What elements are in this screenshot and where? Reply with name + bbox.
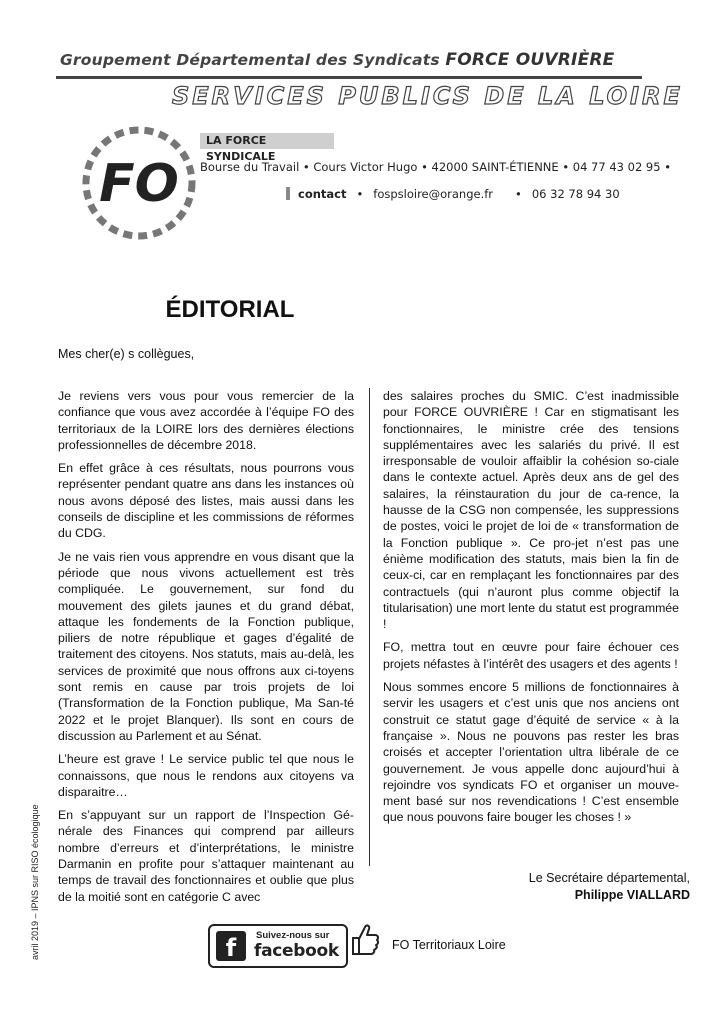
facebook-icon: f [216, 931, 246, 961]
paragraph: Je ne vais rien vous apprendre en vous disant que la période que nous vivons actuellement est très compliquée. Le gouvernement, sur fond du mouvement des gilets jaunes et du grand débat, attaque les fondements de la Fonction publique, piliers de notre république et gages d’égalité de traitement des citoyens. Nos statuts, mais au-delà, les services de proximité que nous offrons aux ci-toyens sont remis en cause par trois projets de loi (Transformation de la Fonction publique, Ma San-té 2022 et le projet Blanquer). Ils sont en cours de discussion au Parlement et au Sénat. [58, 549, 354, 743]
left-column [58, 388, 354, 912]
contact-bar-marker [286, 187, 290, 200]
signature-name: Philippe VIALLARD [574, 888, 690, 902]
right-column [383, 388, 679, 833]
contact-email[interactable]: fospsloire@orange.fr [373, 187, 494, 201]
column-divider [369, 388, 370, 866]
paragraph: Je reviens vers vous pour vous remercier de la confiance que vous avez accordée à l’équipe FO des territoriaux de la LOIRE lors des dernières élections professionnelles de décembre 2018. [58, 389, 354, 452]
side-note: avril 2019 – IPNS sur RISO écologique [30, 804, 40, 960]
facebook-wordmark: facebook [254, 941, 339, 961]
paragraph: L’heure est grave ! Le service public tel que nous le connaissons, que nous le rendons aux citoyens va disparaitre… [58, 752, 354, 799]
fo-logo [80, 124, 198, 242]
paragraph: des salaires proches du SMIC. C’est inadmissible pour FORCE OUVRIÈRE ! Car en stigmatisant les fonctionnaires, le ministre crée des tensions supplémentaires avec les salariés du privé. Il est irresponsable de vouloir affaiblir la cohésion so-ciale dans le contexte actuel. Après deux ans de gel des salaires, la réinstauration du jour de ca-rence, la hausse de la CSG non compensée, les suppressions de postes, voici le projet de loi de « transformation de la Fonction publique ». Ce pro-jet n’est pas une énième modification des statuts, mais bien la fin de ceux-ci, car en remplaçant les fonctionnaires par des contractuels (qui n’auront plus comme objectif la titularisation) une mort lente du statut est programmée ! [383, 389, 679, 632]
header-organization-name: FORCE OUVRIÈRE [445, 50, 615, 70]
thumbs-up-icon [350, 922, 380, 958]
page-title: ÉDITORIAL [165, 296, 295, 323]
signature [430, 870, 690, 904]
paragraph: En effet grâce à ces résultats, nous pourrons vous représenter pendant quatre ans dans les instances où nous avons déposé des listes, mais aussi dans les conseils de discipline et les commissions de réformes du CDG. [58, 461, 354, 541]
paragraph: Nous sommes encore 5 millions de fonctionnaires à servir les usagers et c’est unis que nos anciens ont construit ce statut gage d’équité de service « à la française ». Nous ne pouvons pas rester les bras croisés et accepter l’orientation ultra libérale de ce gouvernement. Je vous appelle donc aujourd’hui à rejoindre vos syndicats FO et organiser un mouve-ment basé sur nos revendications ! C’est ensemble que nous pouvons faire bouger les choses ! » [383, 680, 679, 825]
signature-role: Le Secrétaire départemental, [528, 871, 690, 885]
contact-label: contact [298, 187, 347, 201]
paragraph: FO, mettra tout en œuvre pour faire échouer ces projets néfastes à l’intérêt des usagers et des agents ! [383, 640, 679, 671]
facebook-follow-text: Suivez-nous sur [256, 930, 330, 941]
facebook-page-name[interactable]: FO Territoriaux Loire [392, 938, 506, 952]
header-organization-line [60, 50, 640, 70]
header-rule [56, 76, 642, 79]
facebook-badge[interactable] [208, 924, 348, 968]
logo-text: FO [99, 154, 179, 214]
tagline: LA FORCE SYNDICALE [200, 133, 334, 149]
paragraph: En s’appuyant sur un rapport de l’Inspection Gé-nérale des Finances qui comprend par ailleurs nombre d’erreurs et d’interprétations, le ministre Darmanin en profite pour s’attaquer maintenant au temps de travail des fonctionnaires et oublie que plus de la moitié sont en catégorie C avec [58, 808, 354, 904]
address-line: Bourse du Travail • Cours Victor Hugo • 42000 SAINT-ÉTIENNE • 04 77 43 02 95 • [200, 160, 671, 174]
greeting: Mes cher(e) s collègues, [58, 347, 195, 361]
header-services-title: SERVICES PUBLICS DE LA LOIRE [172, 82, 683, 110]
contact-row: contact • fospsloire@orange.fr • 06 32 78 94 30 [286, 187, 646, 201]
header-organization-prefix: Groupement Départemental des Syndicats [60, 51, 440, 69]
contact-phone: 06 32 78 94 30 [531, 187, 620, 201]
